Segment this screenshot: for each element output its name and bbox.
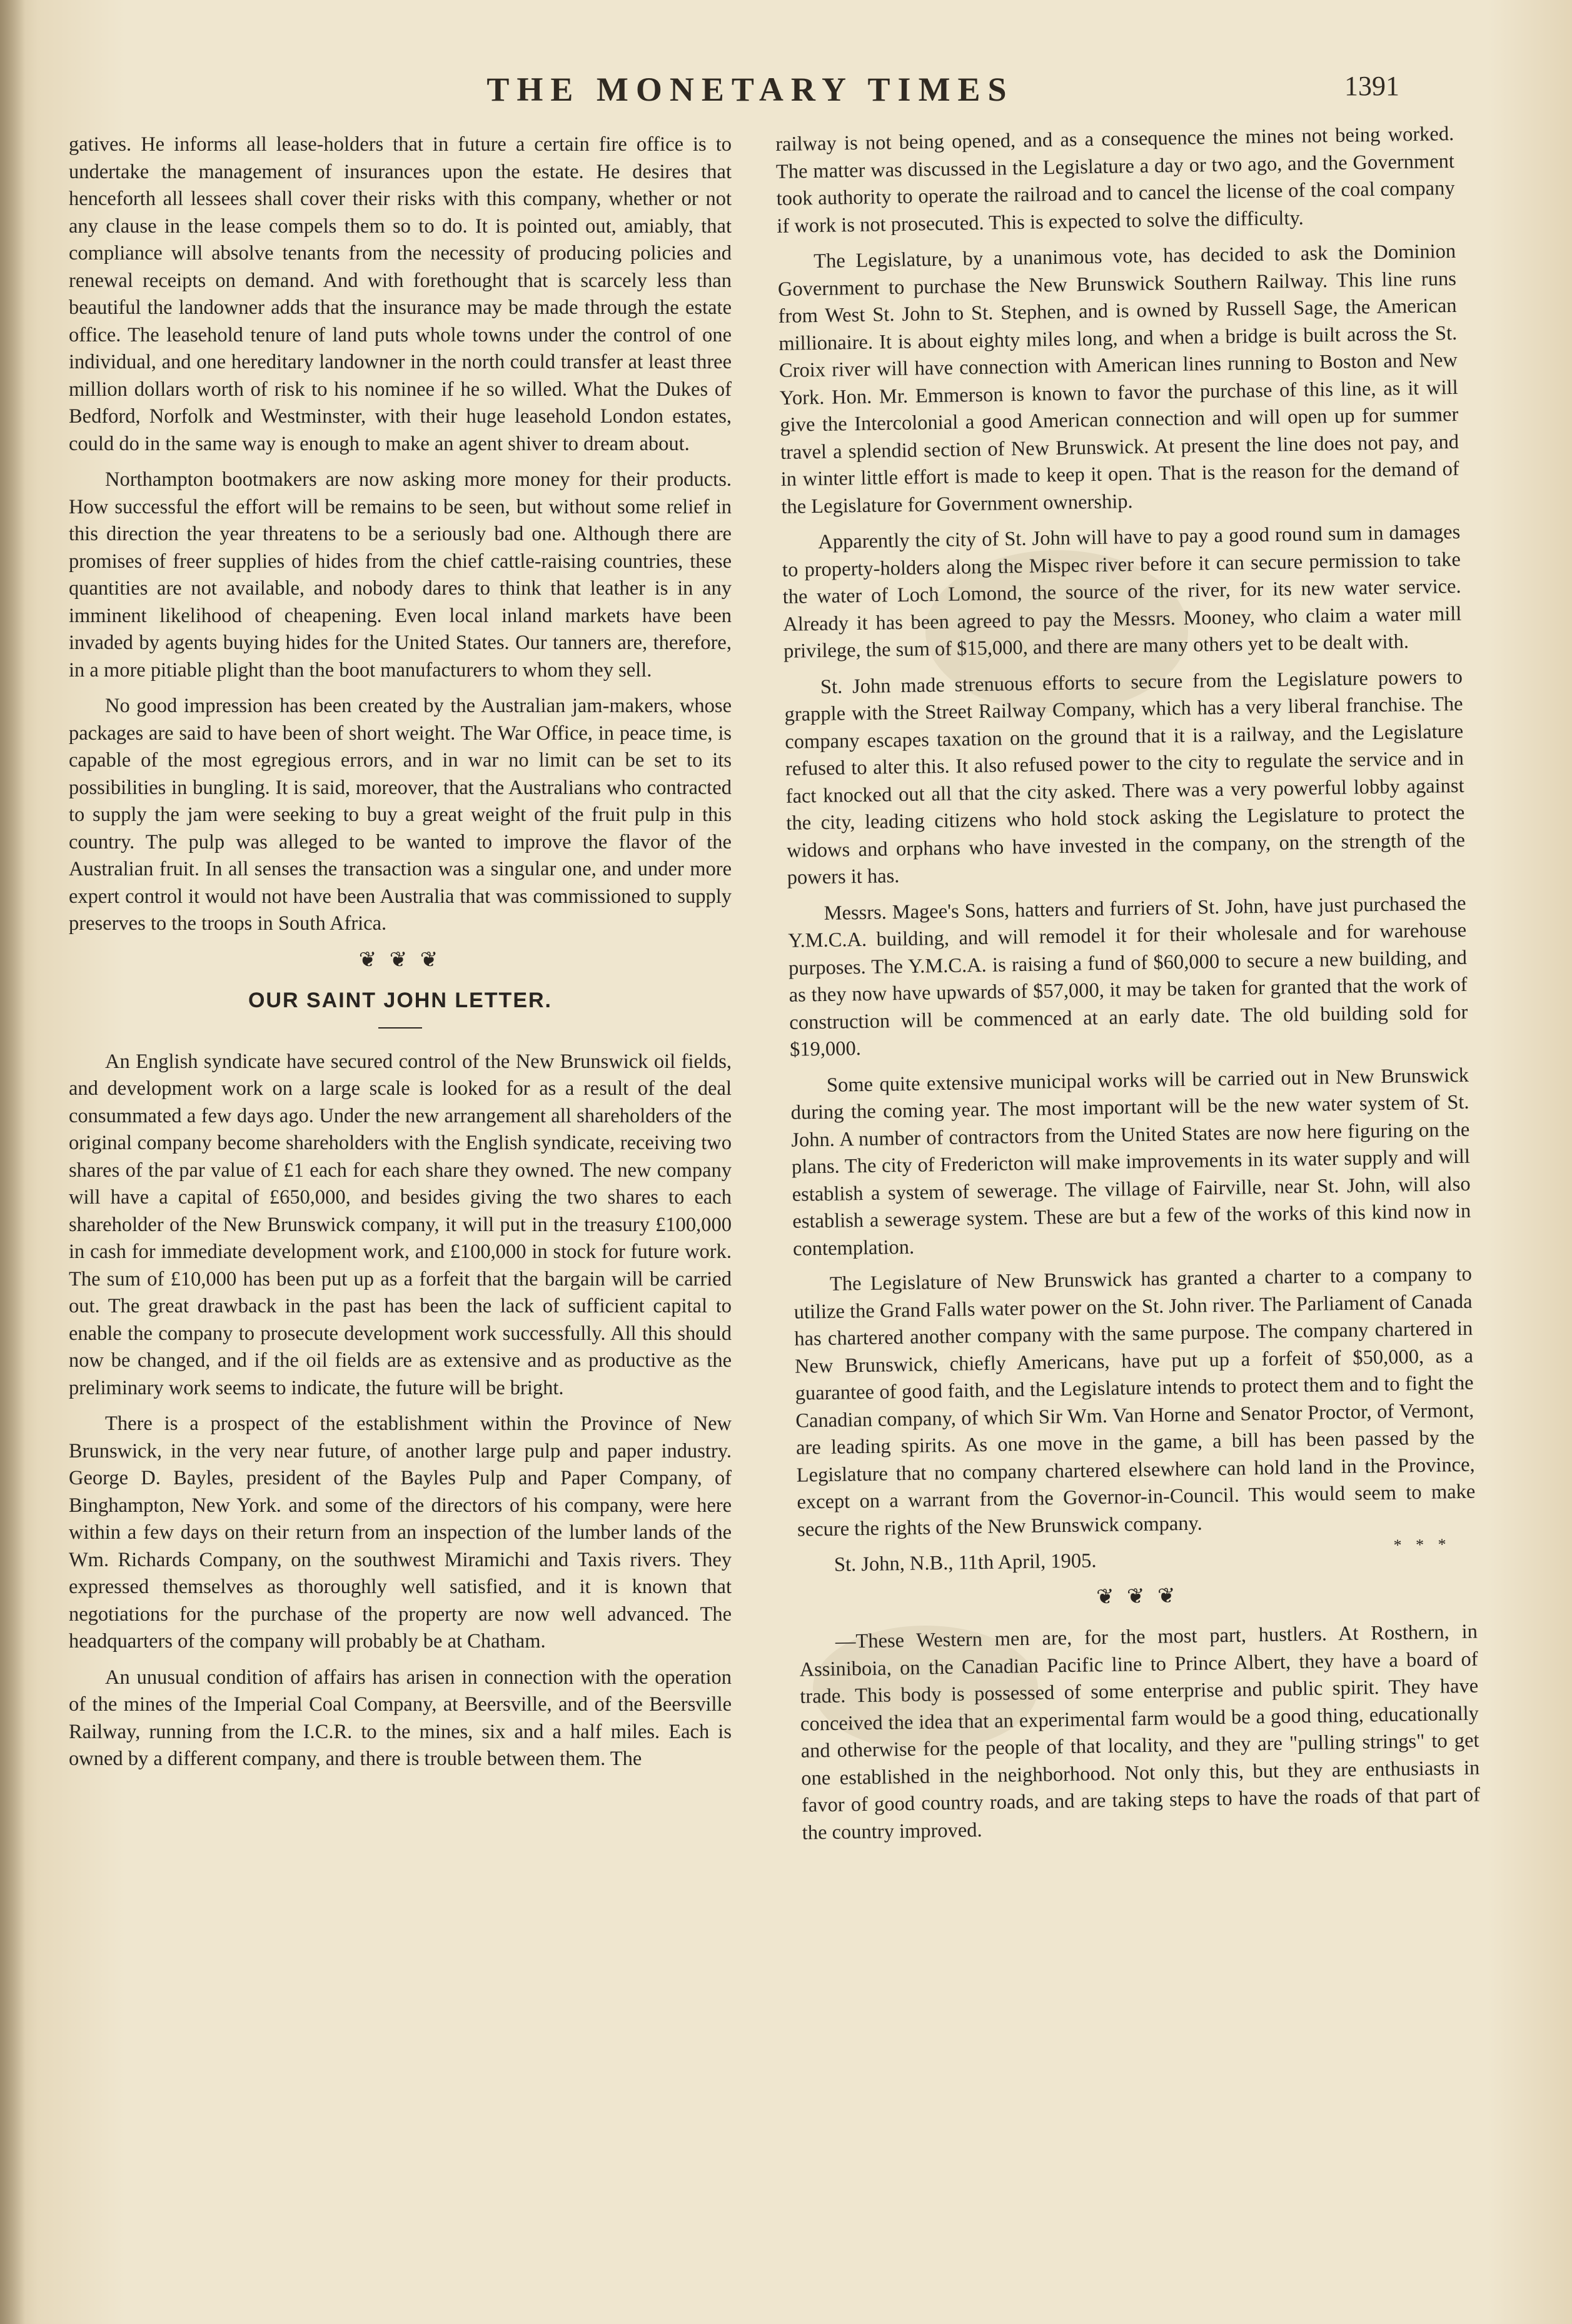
- paragraph: No good impression has been created by the Australian jam-makers, whose packages are said to have been of short weight. The War Office, in peace time, is capable of the most egregious errors, and in war no limit can be set to its possibilities in bungling. It is said, moreover, that the Australians who contracted to supply the jam were seeking to buy a great weight of the fruit pulp in this country. The pulp was alleged to be wanted to improve the flavor of the Australian fruit. In all senses the transaction was a singular one, and under more expert control it would not have been Australia that was commissioned to supply preserves to the troops in South Africa.: [69, 695, 732, 935]
- left-column: [69, 131, 732, 1782]
- dateline-stars: * * *: [1393, 1535, 1451, 1554]
- page-header: [0, 70, 1572, 120]
- page-number: 1391: [1344, 71, 1399, 101]
- paragraph: The Legislature, by a unanimous vote, has decided to ask the Dominion Government to purchase the New Brunswick Southern Railway. This line runs from West St. John to St. Stephen, and is owned by Russell Sage, the American millionaire. It is about eighty miles long, and when a bridge is built across the St. Croix river will have connection with American lines running to Boston and New York. Hon. Mr. Emmerson is known to favor the purchase of this line, as it will give the Intercolonial a good American connection and will open up for summer travel a splendid section of New Brunswick. At present the line does not pay, and in winter little effort is made to keep it open. That is the reason for the demand of the Legislature for Government ownership.: [777, 239, 1459, 518]
- paragraph: Some quite extensive municipal works will be carried out in New Brunswick during the coming year. The most important will be the new water system of St. John. A number of contractors from the United States are now here figuring on the plans. The city of Fredericton will make improvements in its water supply and will establish a system of sewerage. The village of Fairville, near St. John, will also establish a sewerage system. These are but a few of the works of this kind now in contemplation.: [790, 1064, 1471, 1260]
- running-head: THE MONETARY TIMES: [486, 71, 1014, 108]
- paragraph: An English syndicate have secured control of the New Brunswick oil fields, and development work on a large scale is looked for as a result of the deal consummated a few days ago. Under the new arrangement all shareholders of the original company become shareholders with the English syndicate, receiving two shares of the par value of £1 each for each share they owned. The new company will have a capital of £650,000, and besides giving the two shares to each shareholder of the New Brunswick company, it will put in the treasury £100,000 in cash for immediate development work, and £100,000 in stock for future work. The sum of £10,000 has been put up as a forfeit that the bargain will be carried out. The great drawback in the past has been the lack of sufficient capital to enable the company to prosecute development work successfully. All this should now be changed, and if the oil fields are as extensive and as productive as the preliminary work seems to indicate, the future will be bright.: [69, 1050, 732, 1399]
- title-rule: [378, 1027, 422, 1029]
- paragraph: An unusual condition of affairs has arisen in connection with the operation of the mines of the Imperial Coal Company, at Beersville, and of the Beersville Railway, running from the I.C.R. to the mines, six and a half miles. Each is owned by a different company, and there is trouble between them. The: [69, 1666, 732, 1770]
- paragraph: gatives. He informs all lease-holders that in future a certain fire office is to undertake the management of insurances upon the estate. He desires that henceforth all lessees shall cover their risks with this company, whether or not any clause in the lease compels them so to do. It is pointed out, amiably, that compliance will absolve tenants from the necessity of producing policies and renewal receipts on demand. And with forethought that is scarcely less than beautiful the landowner adds that the insurance may be made through the estate office. The leasehold tenure of land puts whole towns under the control of one individual, and one hereditary landowner in the north could transfer at least three million dollars worth of risk to his nominee if he so willed. What the Dukes of Bedford, Norfolk and Westminster, with their huge leasehold London estates, could do in the same way is enough to make an agent shiver to dream about.: [69, 133, 732, 455]
- paragraph: There is a prospect of the establishment within the Province of New Brunswick, in the very near future, of another large pulp and paper industry. George D. Bayles, president of the Bayles Pulp and Paper Company, of Binghampton, New York. and some of the directors of his company, were here within a few days on their return from an inspection of the lumber lands of the Wm. Richards Company, on the southwest Miramichi and Taxis rivers. They expressed themselves as thoroughly well satisfied, and it is known that negotiations for the purchase of the property are now well advanced. The headquarters of the company will probably be at Chatham.: [69, 1412, 732, 1652]
- paragraph: Messrs. Magee's Sons, hatters and furriers of St. John, have just purchased the Y.M.C.A. building, and will remodel it for their wholesale and for warehouse purposes. The Y.M.C.A. is raising a fund of $60,000 to secure a new building, and as they now have upwards of $57,000, it may be taken for granted that the work of construction will be commenced at an early date. The old building sold for $19,000.: [788, 892, 1468, 1061]
- paragraph: —These Western men are, for the most part, hustlers. At Rosthern, in Assiniboia, on the Canadian Pacific line to Prince Albert, they have a board of trade. This body is possessed of some enterprise and public spirit. They have conceived the idea that an experimental farm would be a good thing, educationally and otherwise for the people of that locality, and they are "pulling strings" to get one established in the neighborhood. Not only this, but they are enthusiasts in favor of good country roads, and are taking steps to have the roads of that part of the country improved.: [799, 1620, 1481, 1844]
- paragraph: The Legislature of New Brunswick has granted a charter to a company to utilize the Grand Falls water power on the St. John river. The Parliament of Canada has chartered another company with the same purpose. The company chartered in New Brunswick, chiefly Americans, have put up a forfeit of $50,000, as a guarantee of good faith, and the Legislature intends to protect them and to fight the Canadian company, of which Sir Wm. Van Horne and Senator Proctor, of Vermont, are leading spirits. As one move in the game, a bill has been passed by the Legislature that no company chartered elsewhere can hold land in the Province, except on a warrant from the Governor-in-Council. This would seem to make secure the rights of the New Brunswick company.: [794, 1262, 1476, 1541]
- article-title: OUR SAINT JOHN LETTER.: [248, 988, 553, 1012]
- section-ornament: ❦ ❦ ❦: [1096, 1584, 1179, 1609]
- paragraph: railway is not being opened, and as a consequence the mines not being worked. The matter was discussed in the Legislature a day or two ago, and the Government took authority to operate the railroad and to cancel the license of the coal company if work is not prosecuted. This is expected to solve the difficulty.: [775, 122, 1455, 238]
- right-column: [775, 121, 1481, 1856]
- section-ornament: ❦ ❦ ❦: [358, 948, 442, 972]
- dateline: [798, 1535, 1477, 1580]
- dateline-text: St. John, N.B., 11th April, 1905.: [834, 1549, 1097, 1576]
- paragraph: Apparently the city of St. John will have to pay a good round sum in damages to property-holders along the Mispec river before it can secure permission to take the water of Loch Lomond, the source of the river, for its new water service. Already it has been agreed to pay the Messrs. Mooney, who claim a water mill privilege, the sum of $15,000, and there are many others yet to be dealt with.: [782, 520, 1462, 663]
- spine-shadow: [0, 0, 25, 2324]
- paragraph: Northampton bootmakers are now asking more money for their products. How successful the effort will be remains to be seen, but without some relief in this direction the year threatens to be a seriously bad one. Although there are promises of freer supplies of hides from the chief cattle-raising countries, these quantities are not available, and nobody dares to think that leather is in any imminent likelihood of cheapening. Even local inland markets have been invaded by agents buying hides for the United States. Our tanners are, therefore, in a more pitiable plight than the boot manufacturers to whom they sell.: [69, 468, 732, 682]
- paragraph: St. John made strenuous efforts to secure from the Legislature powers to grapple with the Street Railway Company, which has a very liberal franchise. The company escapes taxation on the ground that it is a railway, and the Legislature refused to alter this. It also refused power to the city to regulate the service and in fact knocked out all that the city asked. There was a very powerful lobby against the city, leading citizens who hold stock asking the Legislature to protect the widows and orphans who have invested in the company, on the strength of the powers it has.: [784, 665, 1466, 889]
